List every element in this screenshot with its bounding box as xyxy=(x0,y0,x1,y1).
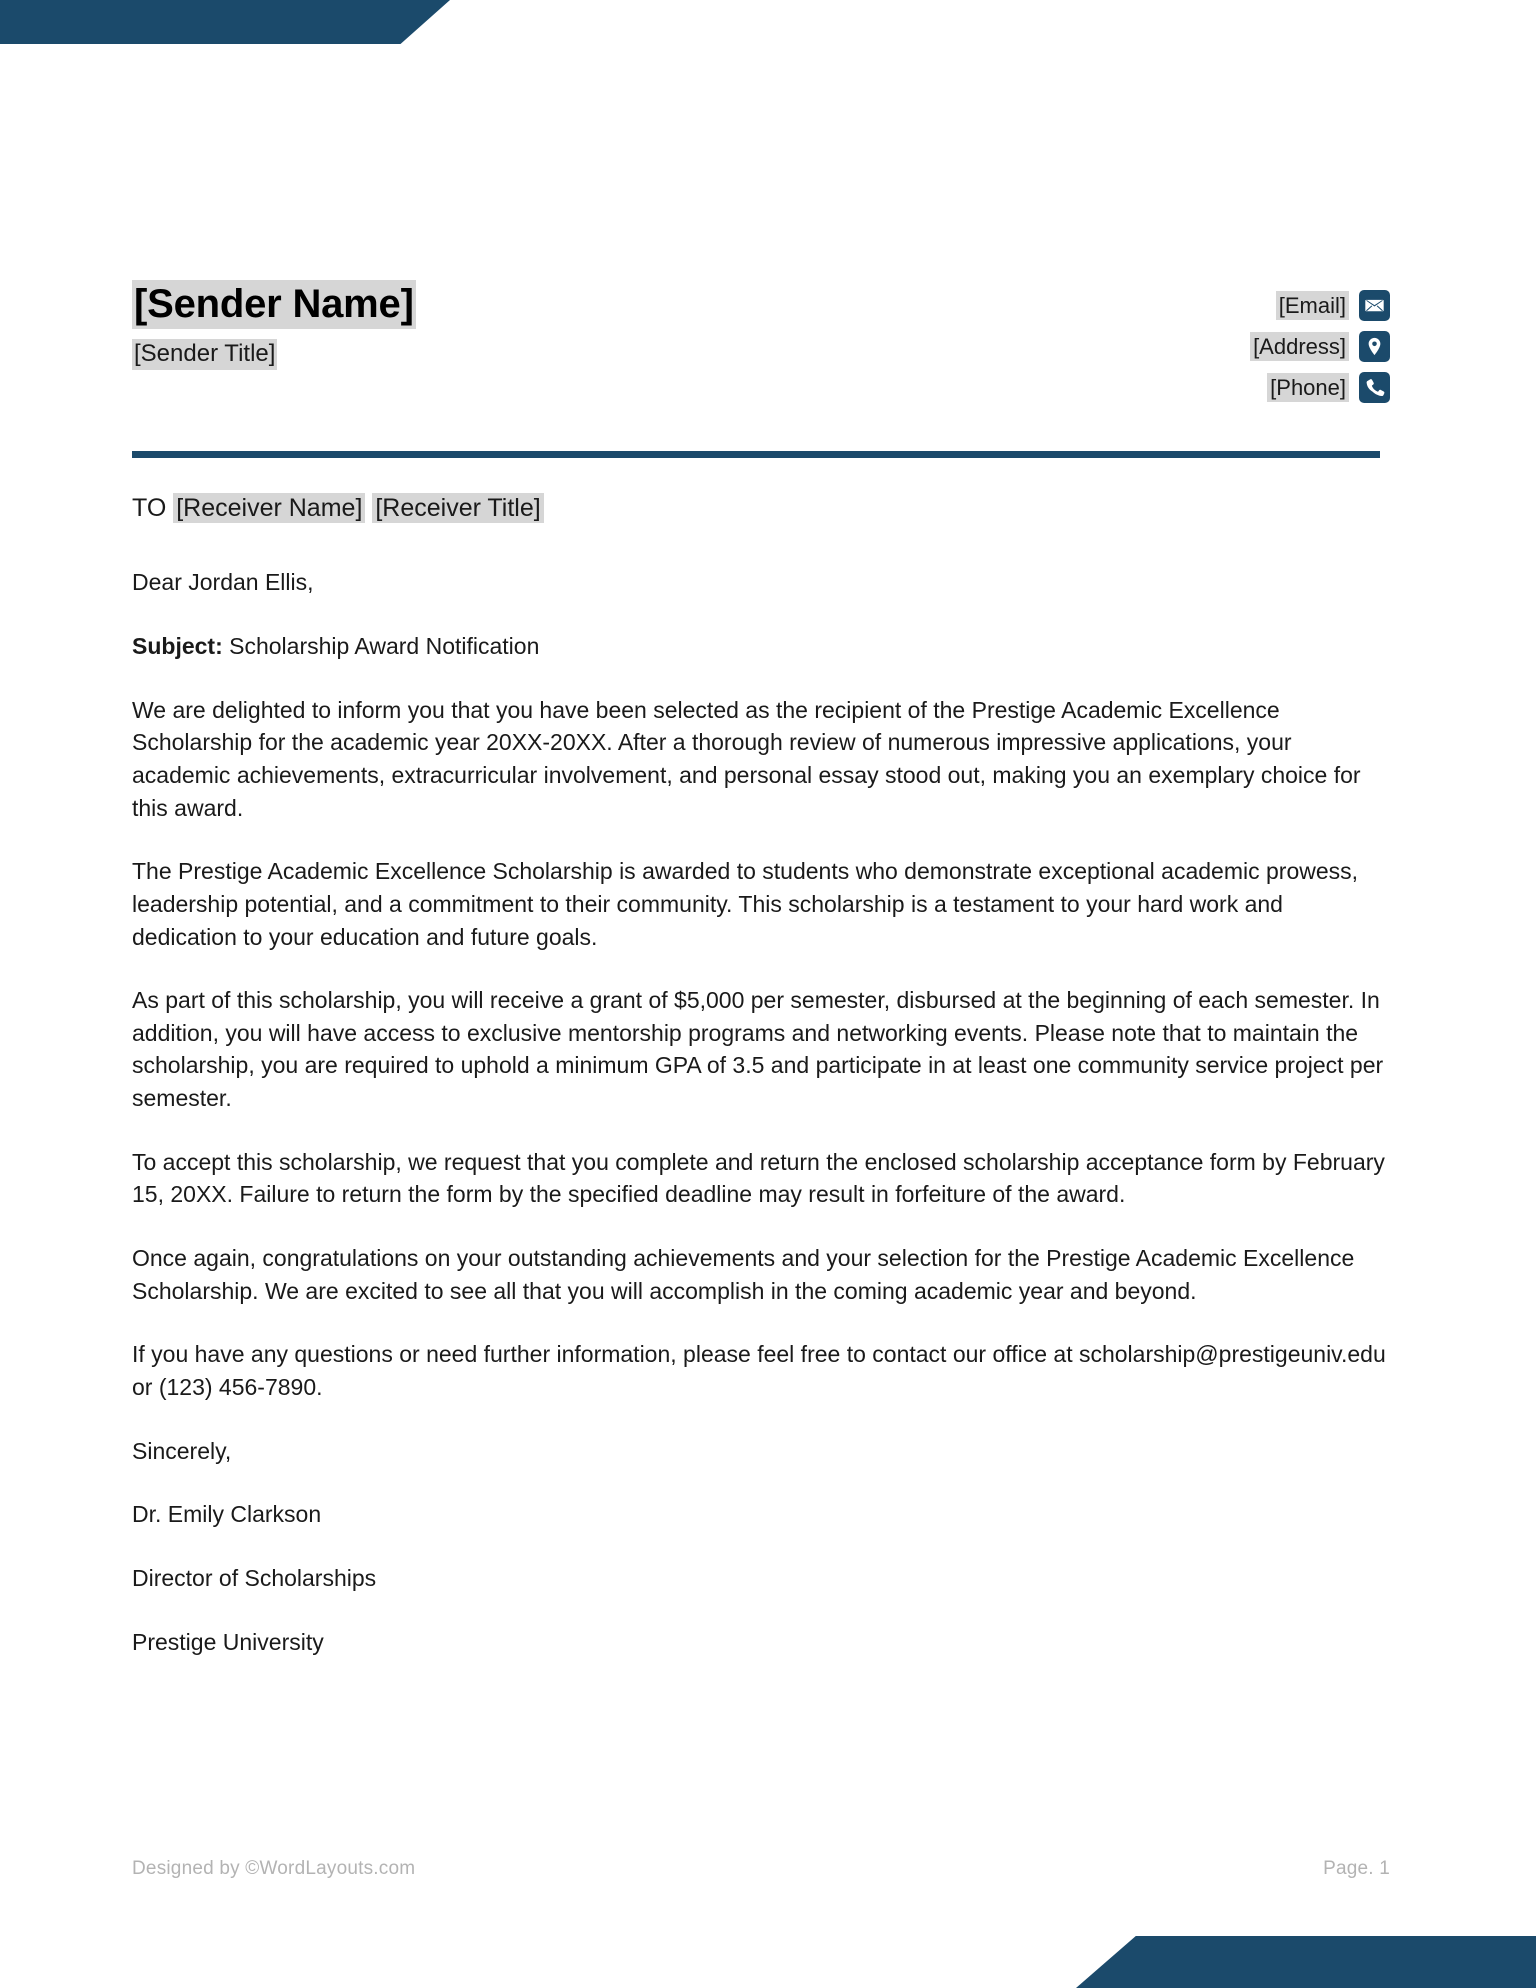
body-paragraph-1: We are delighted to inform you that you have been selected as the recipient of the Prestige Academic Excellence Scholarship for the academic year 20XX-20XX. After a thorough review of numerous impressive applications, your academic achievements, extracurricular involvement, and personal essay stood out, making you an exemplary choice for this award. xyxy=(132,696,1361,821)
subject-label: Subject: xyxy=(132,632,223,659)
bottom-right-accent-banner xyxy=(1076,1936,1536,1988)
receiver-name: [Receiver Name] xyxy=(173,493,365,523)
footer-credit: Designed by ©WordLayouts.com xyxy=(132,1858,416,1879)
receiver-title: [Receiver Title] xyxy=(372,493,543,523)
contact-address-text: [Address] xyxy=(1250,332,1349,362)
signature-name: Dr. Emily Clarkson xyxy=(132,1501,322,1528)
contact-block xyxy=(1250,276,1390,403)
body-paragraph-4: To accept this scholarship, we request that you complete and return the enclosed scholarship acceptance form by February 15, 20XX. Failure to return the form by the specified deadline may result in forfeiture of the award. xyxy=(132,1148,1385,1208)
body-paragraph-3: As part of this scholarship, you will receive a grant of $5,000 per semester, disbursed at the beginning of each semester. In addition, you will have access to exclusive mentorship programs and networking events. Please note that to maintain the scholarship, you are required to uphold a minimum GPA of 3.5 and participate in at least one community service project per semester. xyxy=(132,987,1384,1112)
contact-phone-text: [Phone] xyxy=(1267,373,1349,403)
contact-row-email xyxy=(1276,290,1390,321)
envelope-icon xyxy=(1359,290,1390,321)
subject-line xyxy=(132,630,1387,663)
signature-title: Director of Scholarships xyxy=(132,1565,377,1592)
phone-icon xyxy=(1359,372,1390,403)
to-label: TO xyxy=(132,494,167,522)
body-paragraph-6: If you have any questions or need further information, please feel free to contact our office at scholarship@prestigeuniv.edu or (123) 456-7890. xyxy=(132,1341,1386,1401)
page-footer xyxy=(132,1858,1390,1880)
letter-body xyxy=(132,493,1387,1689)
body-paragraph-5: Once again, congratulations on your outstanding achievements and your selection for the Prestige Academic Excellence Scholarship. We are excited to see all that you will accomplish in the coming academic year and beyond. xyxy=(132,1245,1355,1304)
letterhead xyxy=(132,276,1390,403)
signature-organization: Prestige University xyxy=(132,1628,324,1655)
salutation: Dear Jordan Ellis, xyxy=(132,569,314,596)
footer-page-number: Page. 1 xyxy=(1323,1858,1390,1879)
recipient-line xyxy=(132,493,1387,524)
header-divider xyxy=(132,451,1380,458)
contact-row-address xyxy=(1250,331,1390,362)
subject-value: Scholarship Award Notification xyxy=(229,632,540,659)
contact-email-text: [Email] xyxy=(1276,291,1349,321)
sender-name: [Sender Name] xyxy=(132,280,416,329)
sender-title: [Sender Title] xyxy=(132,339,277,370)
location-pin-icon xyxy=(1359,331,1390,362)
top-left-accent-banner xyxy=(0,0,450,44)
closing: Sincerely, xyxy=(132,1437,232,1464)
contact-row-phone xyxy=(1267,372,1390,403)
body-paragraph-2: The Prestige Academic Excellence Scholarship is awarded to students who demonstrate exceptional academic prowess, leadership potential, and a commitment to their community. This scholarship is a testament to your hard work and dedication to your education and future goals. xyxy=(132,858,1359,950)
sender-block xyxy=(132,276,416,370)
